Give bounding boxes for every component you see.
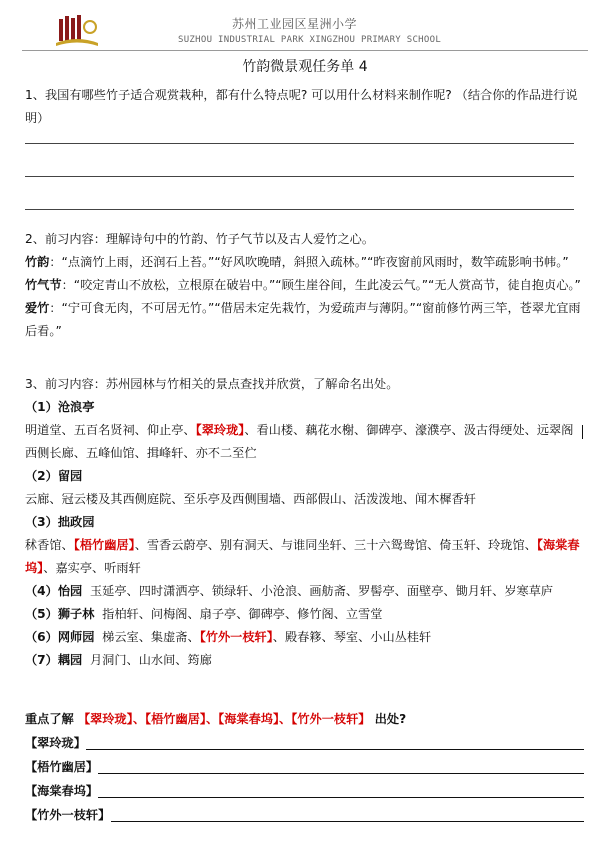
focus-highlights: 【翠玲珑】、【梧竹幽居】、【海棠春坞】、【竹外一枝轩】: [78, 712, 371, 726]
question-3: [25, 373, 587, 672]
garden-zhuozheng-spots: [25, 534, 587, 557]
garden-yi-title: （4）怡园: [25, 584, 83, 598]
focus-answer-line-4[interactable]: [111, 821, 584, 822]
bamboo-love-text: ：“宁可食无肉，不可居无竹。”“借居未定先栽竹，为爱疏声与薄阴。”“窗前修竹两三竿，苍翠尤宜雨后看。”: [25, 301, 581, 338]
focus-item-label-3: 【海棠春坞】: [25, 784, 99, 798]
focus-answer-line-3[interactable]: [98, 797, 584, 798]
wangshi-highlight: 【竹外一枝轩】: [199, 630, 273, 644]
garden-shizi-spots: 指柏轩、问梅阁、扇子亭、御碑亭、修竹阁、立雪堂: [102, 607, 383, 621]
school-logo: [54, 13, 100, 49]
answer-line-3[interactable]: [25, 209, 574, 210]
zhuozheng-highlight-1: 【梧竹幽居】: [73, 538, 135, 552]
focus-item-label-2: 【梧竹幽居】: [25, 760, 99, 774]
focus-answer-line-1[interactable]: [86, 749, 584, 750]
question-2-intro: 2、前习内容：理解诗句中的竹韵、竹子气节以及古人爱竹之心。: [25, 232, 375, 246]
garden-zhuozheng-title: （3）拙政园: [25, 515, 95, 529]
text-cursor: [582, 425, 583, 439]
garden-liu-title: （2）留园: [25, 469, 83, 483]
garden-ou-spots: 月洞门、山水间、筠廊: [89, 653, 212, 667]
canglang-highlight: 【翠玲珑】: [195, 423, 245, 437]
bamboo-integrity-label: 竹气节: [25, 278, 62, 292]
wangshi-spots-b: 、殿春簃、琴室、小山丛桂轩: [272, 630, 432, 644]
page-title: 竹韵微景观任务单 4: [242, 59, 368, 75]
garden-wangshi-line: [25, 626, 587, 649]
garden-zhuozheng-spots-2: [25, 557, 587, 580]
wangshi-spots-a: 梯云室、集虚斋、: [102, 630, 200, 644]
bamboo-love-label: 爱竹: [25, 301, 50, 315]
bamboo-love-line: [25, 297, 587, 343]
garden-shizi-title: （5）狮子林: [25, 607, 95, 621]
header-divider: [22, 50, 588, 51]
garden-wangshi-title: （6）网师园: [25, 630, 95, 644]
bamboo-integrity-text: ：“咬定青山不放松，立根原在破岩中。”“顾生崖谷间，生此凌云气。”“无人赏高节，徒自抱贞心。”: [61, 278, 581, 292]
garden-yi-spots: 玉延亭、四时潇洒亭、锁绿轩、小沧浪、画舫斋、罗髻亭、面壁亭、锄月轩、岁寒草庐: [89, 584, 554, 598]
canglang-spots-a: 明道堂、五百名贤祠、仰止亭、: [25, 423, 196, 437]
garden-liu-spots: 云廊、冠云楼及其西侧庭院、至乐亭及西侧围墙、西部假山、活泼泼地、闻木樨香轩: [25, 492, 476, 506]
bamboo-integrity-line: [25, 274, 587, 297]
focus-item-label-4: 【竹外一枝轩】: [25, 808, 111, 822]
zhuozheng-spots-c: 、嘉实亭、听雨轩: [43, 561, 141, 575]
zhuozheng-spots-b: 、雪香云蔚亭、别有洞天、与谁同坐轩、三十六鸳鸯馆、倚玉轩、玲珑馆、: [134, 538, 537, 552]
garden-canglang-spots-2: 西侧长廊、五峰仙馆、揖峰轩、亦不二至伫: [25, 446, 257, 460]
focus-item-label-1: 【翠玲珑】: [25, 736, 86, 750]
garden-canglang-spots: [25, 419, 587, 442]
garden-ou-line: [25, 649, 587, 672]
canglang-spots-b: 、看山楼、藕花水榭、御碑亭、濠濮亭、汲古得绠处、远翠阁: [244, 423, 574, 437]
question-1: 1、我国有哪些竹子适合观赏栽种，都有什么特点呢? 可以用什么材料来制作呢? （结合你的作品进行说明）: [25, 88, 578, 125]
zhuozheng-highlight-2b: 坞】: [25, 561, 44, 575]
focus-intro: 重点了解: [25, 712, 74, 726]
answer-line-1[interactable]: [25, 143, 574, 144]
answer-line-2[interactable]: [25, 176, 574, 177]
question-2: [25, 228, 587, 343]
zhuozheng-highlight-2a: 【海棠春: [536, 538, 580, 552]
focus-outro: 出处?: [374, 712, 407, 726]
zhuozheng-spots-a: 秫香馆、: [25, 538, 74, 552]
bamboo-rhyme-text: ：“点滴竹上雨，还润石上苔。”“好风吹晚晴，斜照入疏林。”“昨夜窗前风雨时，数竿疏影响书帏。”: [49, 255, 569, 269]
question-3-intro: 3、前习内容：苏州园林与竹相关的景点查找并欣赏，了解命名出处。: [25, 377, 399, 391]
garden-canglang-title: （1）沧浪亭: [25, 400, 95, 414]
focus-answer-line-2[interactable]: [98, 773, 584, 774]
school-name-en: SUZHOU INDUSTRIAL PARK XINGZHOU PRIMARY SCHOOL: [178, 35, 442, 45]
bamboo-rhyme-label: 竹韵: [25, 255, 50, 269]
bamboo-rhyme-line: [25, 251, 587, 274]
school-name-cn: 苏州工业园区星洲小学: [232, 17, 358, 31]
focus-question: [25, 708, 587, 731]
garden-shizi-line: [25, 603, 587, 626]
garden-ou-title: （7）耦园: [25, 653, 83, 667]
garden-yi-line: [25, 580, 587, 603]
